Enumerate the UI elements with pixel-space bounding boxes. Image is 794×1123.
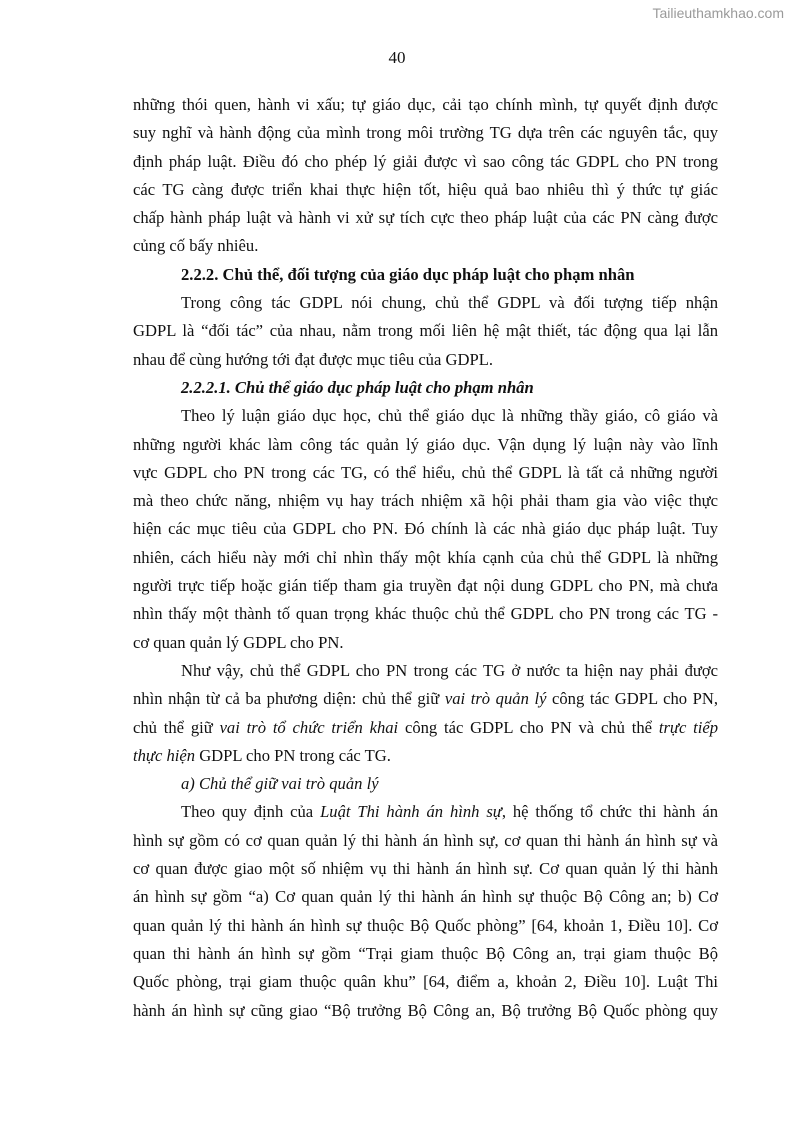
text-line — [133, 798, 718, 826]
item-heading: a) Chủ thể giữ vai trò quản lý — [181, 774, 379, 794]
text-line: hành án hình sự cũng giao “Bộ trưởng Bộ Công an, Bộ trưởng Bộ Quốc phòng quy — [133, 1000, 718, 1020]
text-line: quan quản lý thi hành án hình sự thuộc Bộ Quốc phòng” [64, khoản 1, Điều 10]. Cơ — [133, 915, 718, 935]
text-line: định pháp luật. Điều đó cho phép lý giải được vì sao công tác GDPL cho PN trong — [133, 151, 718, 171]
text-line — [133, 714, 718, 742]
text-line: án hình sự gồm “a) Cơ quan quản lý thi hành án hình sự thuộc Bộ Công an; b) Cơ — [133, 887, 718, 907]
subsection-heading: 2.2.2.1. Chủ thể giáo dục pháp luật cho phạm nhân — [181, 377, 534, 397]
text-line: những thói quen, hành vi xấu; tự giáo dục, cải tạo chính mình, tự quyết định được — [133, 95, 718, 114]
text-line: quan thi hành án hình sự gồm “Trại giam thuộc Bộ Công an, trại giam thuộc Bộ — [133, 943, 718, 963]
text-line: vực GDPL cho PN trong các TG, có thể hiểu, chủ thể GDPL là tất cả những người — [133, 462, 718, 482]
text-line: nhiên, cách hiểu này mới chỉ nhìn thấy một khía cạnh của chủ thể GDPL là những — [133, 547, 718, 567]
text-line: nhìn thấy một thành tố quan trọng khác thuộc chủ thể GDPL cho PN trong các TG - — [133, 604, 718, 624]
text-line: GDPL là “đối tác” của nhau, nằm trong mối liên hệ mật thiết, tác động qua lại lẫn — [133, 321, 718, 341]
text-line: cơ quan quản lý GDPL cho PN. — [133, 632, 344, 652]
watermark-text: Tailieuthamkhao.com — [652, 5, 784, 21]
text-line: củng cố bấy nhiêu. — [133, 236, 259, 256]
text-run: nhìn nhận từ cả ba phương diện: chủ thể giữ — [133, 689, 445, 709]
text-line: hiện các mục tiêu của GDPL cho PN. Đó chính là các nhà giáo dục pháp luật. Tuy — [133, 519, 718, 539]
text-run: công tác GDPL cho PN, — [546, 689, 718, 709]
text-line: chấp hành pháp luật và hành vi xử sự tích cực theo pháp luật của các PN càng được — [133, 208, 718, 228]
text-line: mà theo chức năng, nhiệm vụ hay trách nhiệm xã hội phải tham gia vào việc thực — [133, 491, 718, 511]
page-number: 40 — [388, 48, 406, 67]
text-line: suy nghĩ và hành động của mình trong môi trường TG dựa trên các nguyên tắc, quy — [133, 123, 718, 143]
italic-term: vai trò quản lý — [444, 689, 547, 709]
text-run: công tác GDPL cho PN và chủ thể — [398, 717, 659, 737]
text-line: Như vậy, chủ thể GDPL cho PN trong các TG ở nước ta hiện nay phải được — [181, 660, 718, 680]
text-line: các TG càng được triển khai thực hiện tốt, hiệu quả bao nhiêu thì ý thức tự giác — [133, 179, 718, 199]
text-line: Quốc phòng, trại giam thuộc quân khu” [64, điểm a, khoản 2, Điều 10]. Luật Thi — [133, 972, 718, 992]
text-run: , hệ thống tổ chức thi hành án — [501, 802, 719, 822]
text-line: Trong công tác GDPL nói chung, chủ thể GDPL và đối tượng tiếp nhận — [181, 293, 718, 313]
text-line: nhau để cùng hướng tới đạt được mục tiêu của GDPL. — [133, 349, 493, 369]
text-line: người trực tiếp hoặc gián tiếp tham gia truyền đạt nội dung GDPL cho PN, mà chưa — [133, 576, 718, 596]
text-line: cơ quan được giao một số nhiệm vụ thi hành án hình sự. Cơ quan quản lý thi hành — [133, 859, 718, 879]
text-line: những người khác làm công tác quản lý giáo dục. Vận dụng lý luận này vào lĩnh — [133, 434, 718, 454]
text-run: chủ thể giữ — [133, 717, 220, 737]
text-line: Theo lý luận giáo dục học, chủ thể giáo dục là những thầy giáo, cô giáo và — [181, 406, 718, 426]
text-run: GDPL cho PN trong các TG. — [195, 745, 391, 765]
text-line — [133, 742, 718, 770]
text-line — [133, 685, 718, 713]
section-heading: 2.2.2. Chủ thể, đối tượng của giáo dục pháp luật cho phạm nhân — [181, 264, 635, 284]
italic-term: thực hiện — [133, 745, 196, 765]
italic-term: vai trò tổ chức triển khai — [219, 717, 399, 737]
italic-term: trực tiếp — [658, 717, 719, 737]
document-body — [133, 91, 718, 1025]
italic-term: Luật Thi hành án hình sự — [320, 802, 502, 822]
text-run: Theo quy định của — [181, 802, 321, 822]
text-line: hình sự gồm có cơ quan quản lý thi hành án hình sự, cơ quan thi hành án hình sự và — [133, 830, 718, 850]
